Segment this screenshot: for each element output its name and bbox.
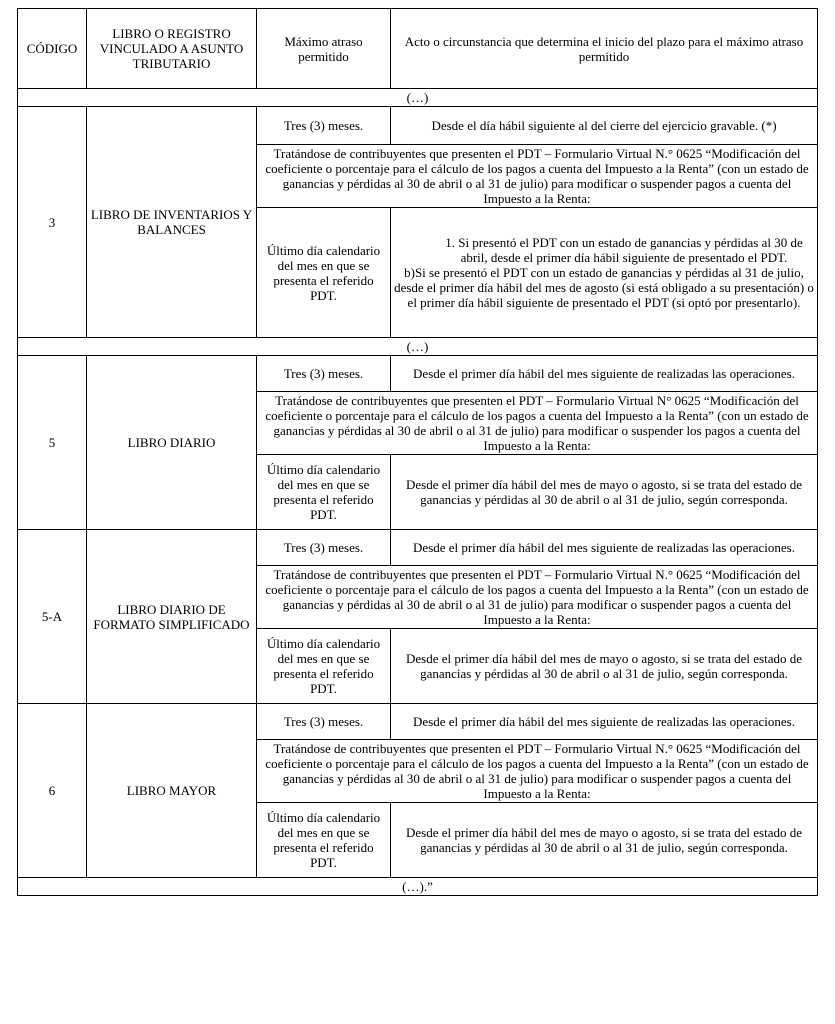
ellipsis-mid: (…): [18, 338, 818, 356]
row-pdt-note: Tratándose de contribuyentes que presenten el PDT – Formulario Virtual N.° 0625 “Modificación del coeficiente o porcentaje para el cálculo de los pagos a cuenta del Impuesto a la Renta” (con un estado de ganancias y pérdidas al 30 de abril o al 31 de julio) para modificar o suspender pagos a cuenta del Impuesto a la Renta:: [257, 740, 818, 803]
row-ultimo-desc: Desde el primer día hábil del mes de mayo o agosto, si se trata del estado de ganancias y pérdidas al 30 de abril o al 31 de julio, según corresponda.: [391, 803, 818, 878]
row-code: 6: [18, 704, 87, 878]
row-ultimo-desc: Desde el primer día hábil del mes de mayo o agosto, si se trata del estado de ganancias y pérdidas al 30 de abril o al 31 de julio, según corresponda.: [391, 629, 818, 704]
row-plazo-desc: Desde el primer día hábil del mes siguiente de realizadas las operaciones.: [391, 356, 818, 392]
table-row: [18, 107, 818, 145]
row-libro: LIBRO DIARIO: [87, 356, 257, 530]
row-pdt-note: Tratándose de contribuyentes que presenten el PDT – Formulario Virtual N° 0625 “Modificación del coeficiente o porcentaje para el cálculo de los pagos a cuenta del Impuesto a la Renta” (con un estado de ganancias y pérdidas al 30 de abril o al 31 de julio) para modificar o suspender los pagos a cuenta del Impuesto a la Renta:: [257, 392, 818, 455]
row-code: 3: [18, 107, 87, 338]
row-plazo: Tres (3) meses.: [257, 107, 391, 145]
header-codigo: CÓDIGO: [18, 9, 87, 89]
row-plazo-desc: Desde el primer día hábil del mes siguiente de realizadas las operaciones.: [391, 704, 818, 740]
table-row: [18, 704, 818, 740]
row-code: 5: [18, 356, 87, 530]
row-code: 5-A: [18, 530, 87, 704]
header-acto: Acto o circunstancia que determina el inicio del plazo para el máximo atraso permitido: [391, 9, 818, 89]
row-libro: LIBRO MAYOR: [87, 704, 257, 878]
header-maximo: Máximo atraso permitido: [257, 9, 391, 89]
ellipsis-end: (…).”: [18, 878, 818, 896]
row-libro: LIBRO DE INVENTARIOS Y BALANCES: [87, 107, 257, 338]
row-ultimo-desc: Desde el primer día hábil del mes de mayo o agosto, si se trata del estado de ganancias y pérdidas al 30 de abril o al 31 de julio, según corresponda.: [391, 455, 818, 530]
row-plazo-desc: Desde el primer día hábil del mes siguiente de realizadas las operaciones.: [391, 530, 818, 566]
header-libro: LIBRO O REGISTRO VINCULADO A ASUNTO TRIBUTARIO: [87, 9, 257, 89]
item-a: 1. Si presentó el PDT con un estado de ganancias y pérdidas al 30 de abril, desde el primer día hábil siguiente de presentado el PDT.: [445, 235, 803, 265]
row-plazo: Tres (3) meses.: [257, 356, 391, 392]
header-row: [18, 9, 818, 89]
ellipsis-row: [18, 338, 818, 356]
registers-table: [17, 8, 818, 896]
row-plazo-desc: Desde el día hábil siguiente al del cierre del ejercicio gravable. (*): [391, 107, 818, 145]
row-plazo: Tres (3) meses.: [257, 530, 391, 566]
row-plazo: Tres (3) meses.: [257, 704, 391, 740]
item-b: b)Si se presentó el PDT con un estado de ganancias y pérdidas al 31 de julio, desde el primer día hábil del mes de agosto (si está obligado a su presentación) o el primer día hábil siguiente de presentado el PDT (si optó por presentarlo).: [394, 265, 814, 310]
row-ultimo: Último día calendario del mes en que se presenta el referido PDT.: [257, 455, 391, 530]
row-libro: LIBRO DIARIO DE FORMATO SIMPLIFICADO: [87, 530, 257, 704]
ellipsis-row: [18, 878, 818, 896]
row-ultimo-desc: [391, 208, 818, 338]
ellipsis-row: [18, 89, 818, 107]
row-ultimo: Último día calendario del mes en que se presenta el referido PDT.: [257, 803, 391, 878]
table-row: [18, 530, 818, 566]
ellipsis-start: (…): [18, 89, 818, 107]
row-ultimo: Último día calendario del mes en que se presenta el referido PDT.: [257, 208, 391, 338]
row-pdt-note: Tratándose de contribuyentes que presenten el PDT – Formulario Virtual N.° 0625 “Modificación del coeficiente o porcentaje para el cálculo de los pagos a cuenta del Impuesto a la Renta” (con un estado de ganancias y pérdidas al 30 de abril o al 31 de julio) para modificar o suspender pagos a cuenta del Impuesto a la Renta:: [257, 566, 818, 629]
table-row: [18, 356, 818, 392]
row-ultimo: Último día calendario del mes en que se presenta el referido PDT.: [257, 629, 391, 704]
row-pdt-note: Tratándose de contribuyentes que presenten el PDT – Formulario Virtual N.° 0625 “Modificación del coeficiente o porcentaje para el cálculo de los pagos a cuenta del Impuesto a la Renta” (con un estado de ganancias y pérdidas al 30 de abril o al 31 de julio) para modificar o suspender pagos a cuenta del Impuesto a la Renta:: [257, 145, 818, 208]
